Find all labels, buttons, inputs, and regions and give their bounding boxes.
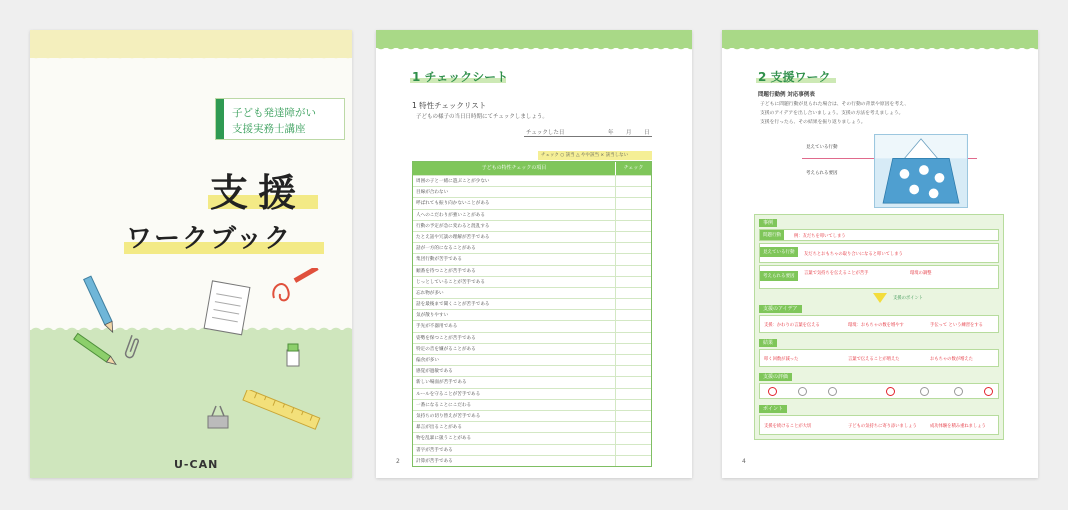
check-cell[interactable] xyxy=(615,221,651,231)
evaluation-row xyxy=(759,383,999,399)
check-item-text: 話を最後まで聞くことが苦手である xyxy=(416,302,490,308)
row-label: 考えられる要因 xyxy=(760,271,798,281)
check-cell[interactable] xyxy=(615,389,651,399)
check-cell[interactable] xyxy=(615,232,651,242)
check-item-text: 姿勢を保つことが苦手である xyxy=(416,335,476,341)
check-cell[interactable] xyxy=(615,299,651,309)
check-item-text: 新しい場面が苦手である xyxy=(416,380,467,386)
ideas-row xyxy=(759,315,999,333)
table-row xyxy=(413,332,651,343)
table-row xyxy=(413,399,651,410)
cover-title-main: 支援 xyxy=(210,171,307,215)
table-row xyxy=(413,365,651,376)
check-cell[interactable] xyxy=(615,377,651,387)
check-item-text: 目線が合わない xyxy=(416,190,449,196)
date-label: チェックした日 xyxy=(526,130,565,136)
table-row xyxy=(413,444,651,455)
checklist-page xyxy=(376,30,692,478)
intro-line: 支援のアイデアを出し合いましょう。支援の方法を考えましょう。 xyxy=(760,111,904,116)
check-item-text: 集団行動が苦手である xyxy=(416,257,462,263)
arrow-label: 支援のポイント xyxy=(893,296,924,301)
page-top-scallop xyxy=(376,44,692,54)
check-item-text: 忘れ物が多い xyxy=(416,290,444,296)
down-arrow-icon xyxy=(873,293,887,303)
check-item-text: 周囲の子と一緒に遊ぶことが少ない xyxy=(416,179,490,184)
ruler-icon xyxy=(236,390,326,430)
rating-circle xyxy=(886,387,895,396)
figure-label-top: 見えている行動 xyxy=(806,145,838,150)
red-note: 例：友だちを叩いてしまう xyxy=(794,234,846,239)
table-row xyxy=(413,343,651,354)
check-cell[interactable] xyxy=(615,187,651,197)
check-item-text: 話が一方的になることがある xyxy=(416,246,476,252)
course-name-line1: 子ども発達障がい xyxy=(232,107,316,119)
check-item-text: 書字が苦手である xyxy=(416,447,453,453)
check-cell[interactable] xyxy=(615,456,651,466)
section-title: 1 チェックシート xyxy=(412,70,509,84)
panel-header-evaluation: 支援の評価 xyxy=(759,373,792,381)
table-row xyxy=(413,376,651,387)
table-row xyxy=(413,455,651,466)
check-cell[interactable] xyxy=(615,422,651,432)
table-row xyxy=(413,287,651,298)
red-note: おもちゃの数が増えた xyxy=(930,357,973,362)
intro-line: 子どもに問題行動が見られた場合は、その行動の背景や原因を考え、 xyxy=(760,102,909,107)
check-cell[interactable] xyxy=(615,333,651,343)
date-day: 日 xyxy=(644,130,650,136)
panel-header-point: ポイント xyxy=(759,405,787,413)
page-top-scallop xyxy=(722,44,1038,54)
table-row xyxy=(413,432,651,443)
table-row xyxy=(413,186,651,197)
checklist-table xyxy=(412,161,652,467)
table-header xyxy=(413,162,651,175)
red-note: 成功体験を積み重ねましょう xyxy=(930,424,986,429)
panel-header-ideas: 支援のアイデア xyxy=(759,305,802,313)
table-row xyxy=(413,175,651,186)
case-row-cause xyxy=(759,265,999,289)
table-row xyxy=(413,220,651,231)
red-note: 言葉で伝えることが増えた xyxy=(848,357,900,362)
rating-circle xyxy=(768,387,777,396)
table-row xyxy=(413,421,651,432)
rating-circle xyxy=(954,387,963,396)
subsection-title: 1 特性チェックリスト xyxy=(412,101,487,110)
red-note: 支援を続けることが大切 xyxy=(764,424,812,429)
table-row xyxy=(413,231,651,242)
check-item-text: 計算が苦手である xyxy=(416,458,453,464)
section-title: 2 支援ワーク xyxy=(758,70,831,84)
workbook-cover xyxy=(30,30,352,478)
check-cell[interactable] xyxy=(615,400,651,410)
check-cell[interactable] xyxy=(615,321,651,331)
intro-text: 子どもの様子の当日日時期にてチェックしましょう。 xyxy=(416,114,548,120)
course-name-box xyxy=(215,98,345,140)
red-note: 子どもの気持ちに寄り添いましょう xyxy=(848,424,917,429)
case-row-problem xyxy=(759,229,999,241)
check-item-text: たとえ話や冗談の理解が苦手である xyxy=(416,234,490,240)
red-note: 環境：おもちゃの数を増やす xyxy=(848,323,904,328)
check-cell[interactable] xyxy=(615,310,651,320)
check-cell[interactable] xyxy=(615,344,651,354)
check-item-text: 偏食が多い xyxy=(416,358,439,363)
check-item-text: 手先が不器用である xyxy=(416,324,458,330)
rating-circle xyxy=(920,387,929,396)
support-case-panel xyxy=(754,214,1004,440)
table-row xyxy=(413,354,651,365)
check-cell[interactable] xyxy=(615,176,651,186)
check-cell[interactable] xyxy=(615,210,651,220)
table-row xyxy=(413,253,651,264)
red-note: 支援：かわりの言葉を伝える xyxy=(764,323,820,328)
check-cell[interactable] xyxy=(615,411,651,421)
date-month: 月 xyxy=(626,130,632,136)
cover-top-scallop xyxy=(30,52,352,64)
result-row xyxy=(759,349,999,367)
check-item-text: 特定の音を嫌がることがある xyxy=(416,346,476,352)
table-row xyxy=(413,197,651,208)
date-year: 年 xyxy=(608,130,614,136)
header-check: チェック xyxy=(615,162,651,175)
panel-header-result: 結果 xyxy=(759,339,777,347)
check-item-text: 行動の予定が急に変わると混乱する xyxy=(416,223,490,229)
glue-icon xyxy=(284,342,302,368)
course-accent-bar xyxy=(216,99,224,139)
check-cell[interactable] xyxy=(615,243,651,253)
table-row xyxy=(413,320,651,331)
red-note: 言葉で気持ちを伝えることが苦手 xyxy=(804,271,869,276)
support-work-page xyxy=(722,30,1038,478)
table-row xyxy=(413,309,651,320)
page-number: 2 xyxy=(396,458,400,465)
case-row-visible xyxy=(759,243,999,263)
table-row xyxy=(413,388,651,399)
table-row xyxy=(413,298,651,309)
check-item-text: 気持ちの切り替えが苦手である xyxy=(416,413,481,419)
check-cell[interactable] xyxy=(615,277,651,287)
check-cell[interactable] xyxy=(615,433,651,443)
notepad-icon xyxy=(202,278,254,338)
table-row xyxy=(413,242,651,253)
publisher-logo: U-CAN xyxy=(174,458,219,471)
red-note: 環境の調整 xyxy=(910,271,932,276)
check-cell[interactable] xyxy=(615,266,651,276)
intro-line: 支援を行ったら、その結果を振り返りましょう。 xyxy=(760,120,866,125)
row-label: 問題行動 xyxy=(760,230,784,240)
check-item-text: 暴言が出ることがある xyxy=(416,425,462,431)
check-item-text: ルールを守ることが苦手である xyxy=(416,391,481,397)
page-number: 4 xyxy=(742,458,746,465)
red-note: 叩く回数が減った xyxy=(764,357,799,362)
rating-circle xyxy=(984,387,993,396)
check-legend: チェック ○ 該当 △ やや該当 × 該当しない xyxy=(538,151,652,160)
table-row xyxy=(413,265,651,276)
course-name-line2: 支援実務士講座 xyxy=(232,123,306,135)
check-item-text: 気が散りやすい xyxy=(416,313,449,319)
check-cell[interactable] xyxy=(615,288,651,298)
figure-label-bottom: 考えられる要因 xyxy=(806,171,838,176)
red-note: 友だちとおもちゃの取り合いになると叩いてしまう xyxy=(804,252,903,257)
rating-circle xyxy=(828,387,837,396)
check-cell[interactable] xyxy=(615,445,651,455)
paperclip-icon xyxy=(122,332,142,362)
pencil-icon xyxy=(66,326,126,376)
subsection-title: 問題行動例 対応事例表 xyxy=(758,92,815,98)
header-item: 子どもの特性チェックの項目 xyxy=(481,165,547,171)
red-pencil-scribble-icon xyxy=(266,268,326,308)
table-row xyxy=(413,209,651,220)
table-row xyxy=(413,276,651,287)
rating-circle xyxy=(798,387,807,396)
check-item-text: じっとしていることが苦手である xyxy=(416,279,485,285)
panel-header-case: 事例 xyxy=(759,219,777,227)
iceberg-figure-icon xyxy=(874,134,968,208)
red-note: 手伝って という練習をする xyxy=(930,323,983,328)
check-item-text: 順番を待つことが苦手である xyxy=(416,268,476,274)
cover-title-sub: ワークブック xyxy=(126,224,293,254)
check-cell[interactable] xyxy=(615,198,651,208)
check-item-text: 人へのこだわりが強いことがある xyxy=(416,212,485,218)
check-cell[interactable] xyxy=(615,355,651,365)
point-row xyxy=(759,415,999,435)
check-item-text: 呼ばれても振り向かないことがある xyxy=(416,201,490,207)
row-label: 見えている行動 xyxy=(760,247,798,257)
check-item-text: 物を乱暴に扱うことがある xyxy=(416,436,472,442)
check-item-text: 感覚が過敏である xyxy=(416,369,453,375)
binder-clip-icon xyxy=(204,402,234,432)
check-cell[interactable] xyxy=(615,254,651,264)
table-row xyxy=(413,410,651,421)
check-item-text: 一番になることにこだわる xyxy=(416,402,472,408)
check-cell[interactable] xyxy=(615,366,651,376)
